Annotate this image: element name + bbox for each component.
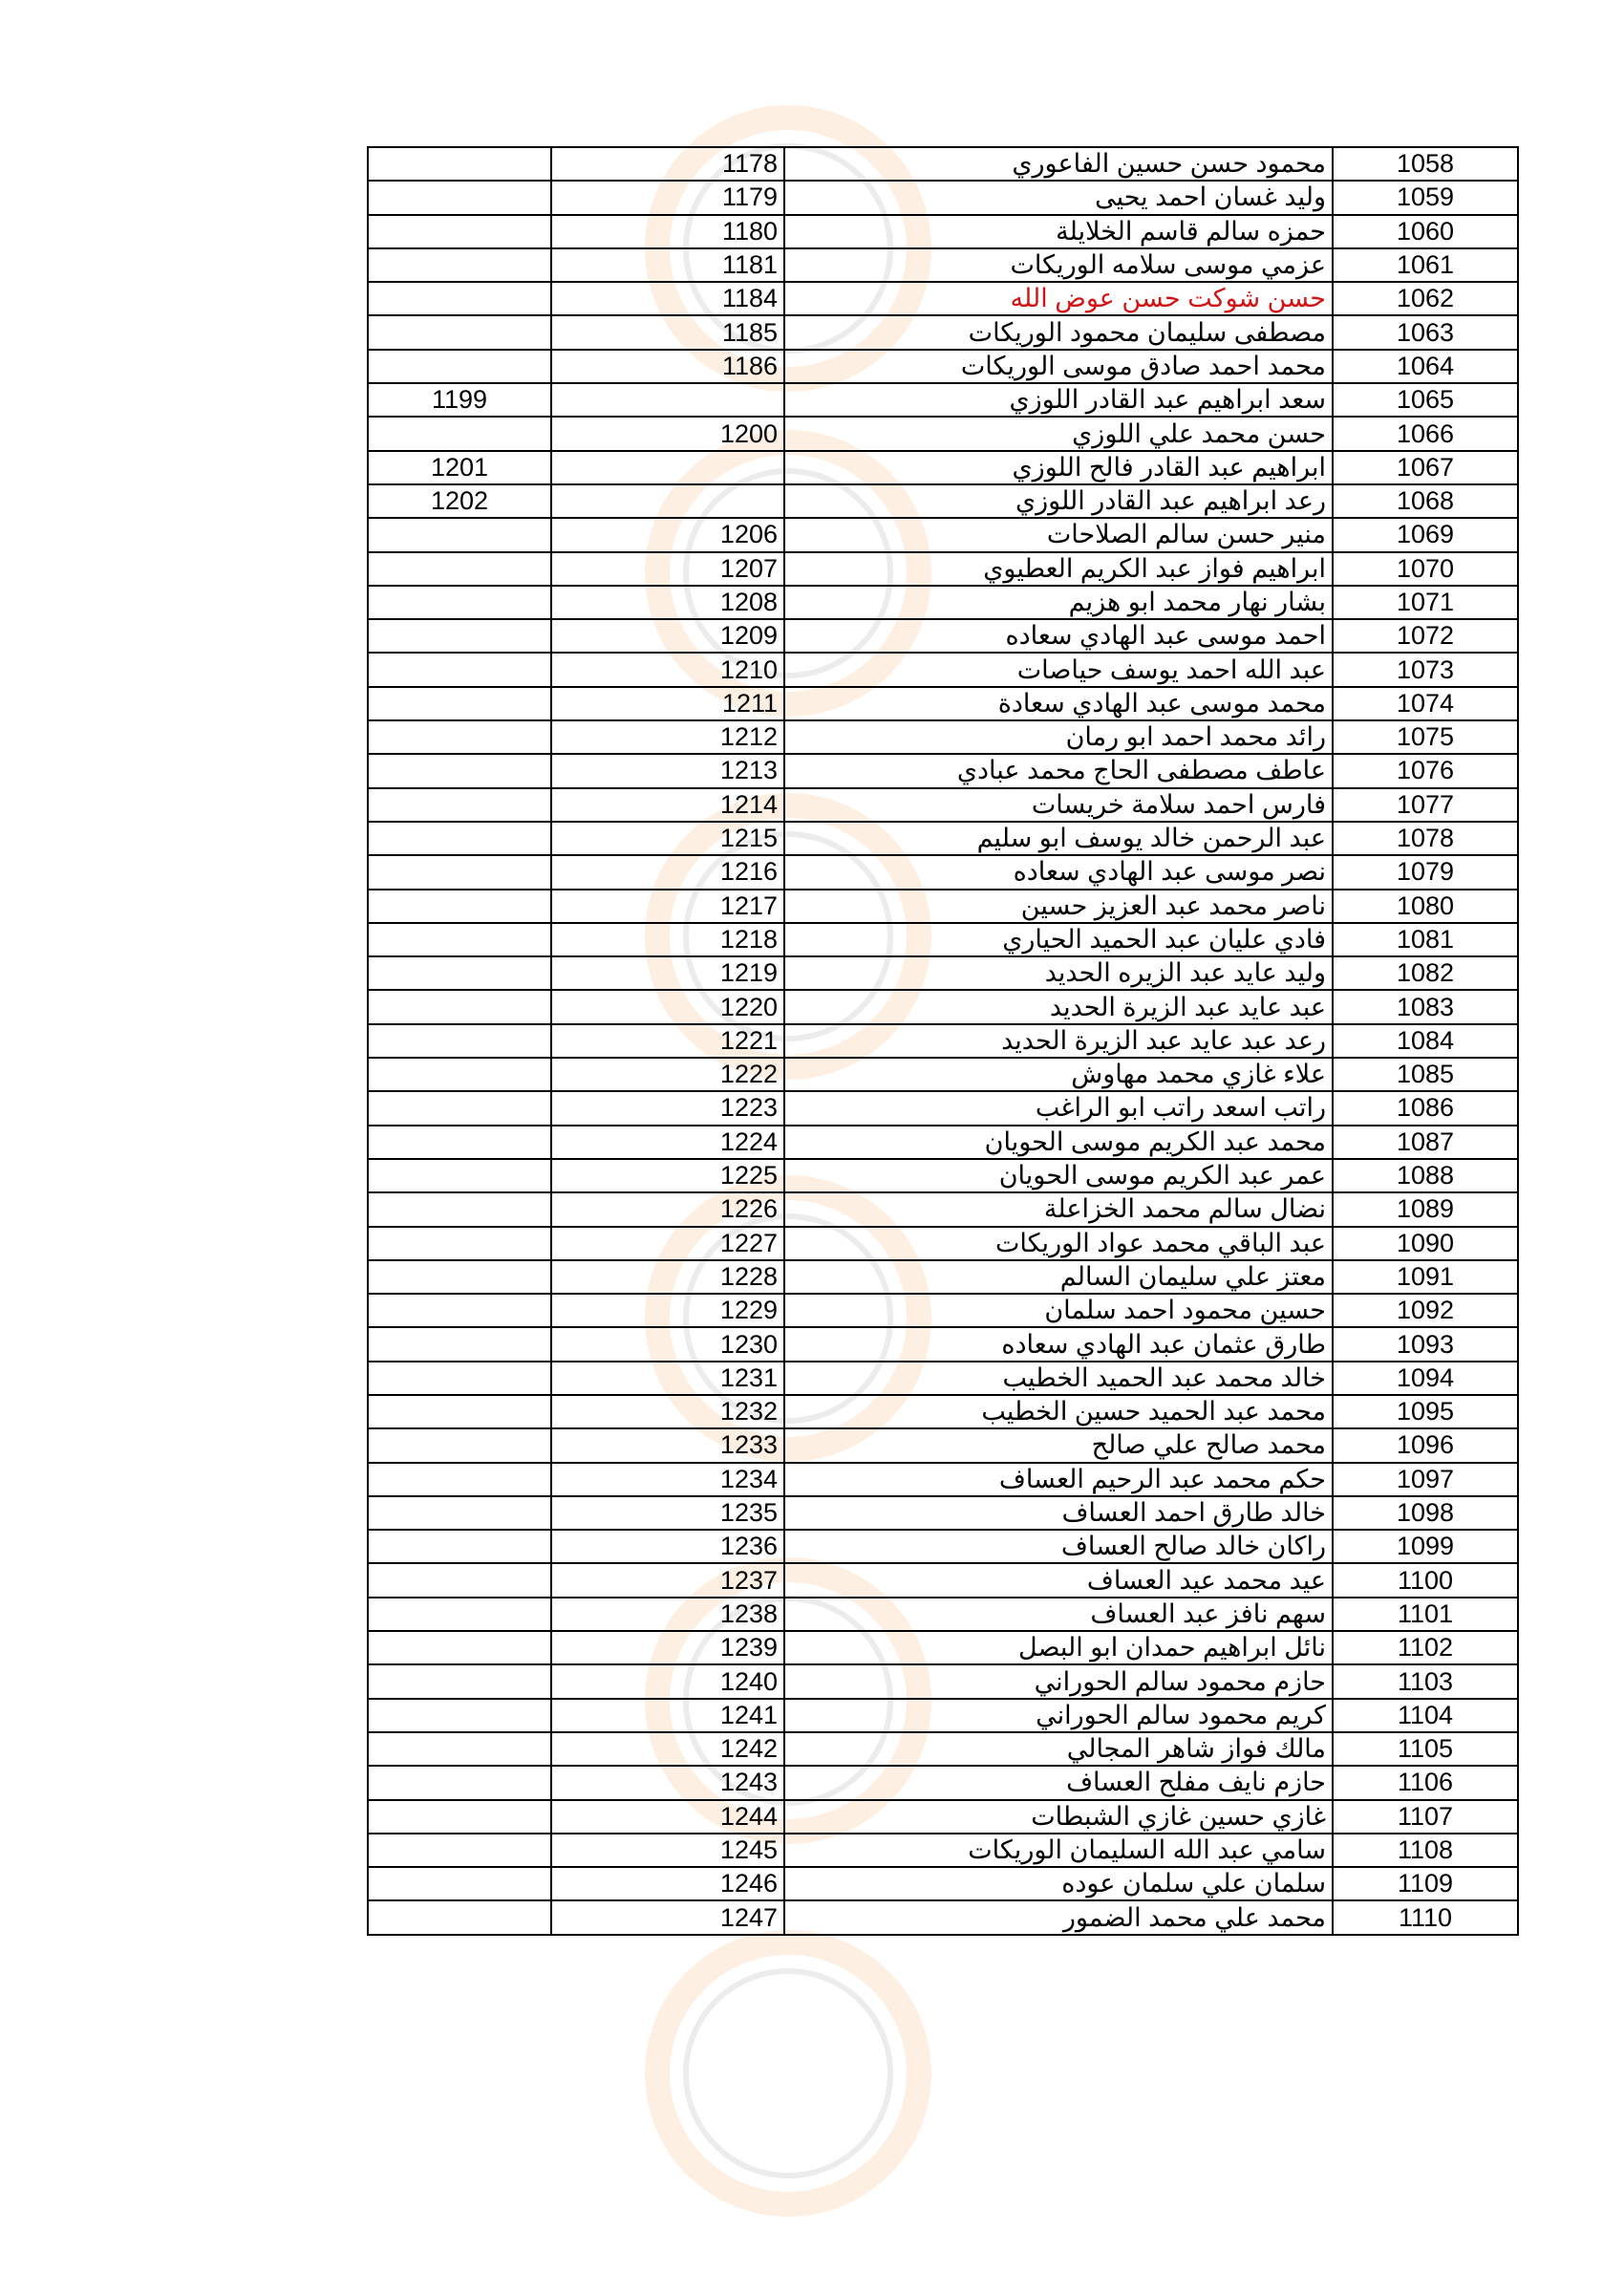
extra-code-cell	[368, 788, 551, 822]
code-cell: 1221	[551, 1024, 784, 1058]
table-row	[368, 1395, 1518, 1428]
watermark-clock-icon	[645, 1930, 931, 2217]
code-cell: 1230	[551, 1327, 784, 1361]
table-row	[368, 451, 1518, 484]
name-cell: راتب اسعد راتب ابو الراغب	[784, 1091, 1333, 1125]
sequence-cell: 1110	[1333, 1900, 1518, 1934]
sequence-cell: 1090	[1333, 1227, 1518, 1260]
table-row	[368, 1800, 1518, 1834]
sequence-cell: 1093	[1333, 1327, 1518, 1361]
name-cell: راكان خالد صالح العساف	[784, 1530, 1333, 1563]
name-cell: محمد عبد الكريم موسى الحويان	[784, 1126, 1333, 1159]
name-cell: حسين محمود احمد سلمان	[784, 1294, 1333, 1327]
sequence-cell: 1069	[1333, 518, 1518, 551]
name-cell: حسن محمد علي اللوزي	[784, 417, 1333, 450]
code-cell: 1232	[551, 1395, 784, 1428]
code-cell: 1210	[551, 653, 784, 686]
extra-code-cell	[368, 1496, 551, 1530]
sequence-cell: 1074	[1333, 687, 1518, 720]
code-cell: 1222	[551, 1058, 784, 1091]
code-cell: 1242	[551, 1732, 784, 1766]
table-row	[368, 788, 1518, 822]
extra-code-cell	[368, 890, 551, 923]
name-cell: ابراهيم فواز عبد الكريم العطيوي	[784, 552, 1333, 586]
sequence-cell: 1098	[1333, 1496, 1518, 1530]
code-cell: 1178	[551, 147, 784, 181]
code-cell: 1185	[551, 315, 784, 349]
table-row	[368, 1024, 1518, 1058]
name-cell: رعد ابراهيم عبد القادر اللوزي	[784, 484, 1333, 518]
name-cell: رعد عبد عايد عبد الزيرة الحديد	[784, 1024, 1333, 1058]
code-cell: 1184	[551, 282, 784, 315]
name-cell: حمزه سالم قاسم الخلايلة	[784, 215, 1333, 248]
name-cell: منير حسن سالم الصلاحات	[784, 518, 1333, 551]
table-row	[368, 754, 1518, 787]
name-cell: نائل ابراهيم حمدان ابو البصل	[784, 1631, 1333, 1664]
name-cell: محمود حسن حسين الفاعوري	[784, 147, 1333, 181]
table-row	[368, 890, 1518, 923]
extra-code-cell	[368, 282, 551, 315]
sequence-cell: 1109	[1333, 1867, 1518, 1900]
name-cell: عبد عايد عبد الزيرة الحديد	[784, 990, 1333, 1023]
extra-code-cell	[368, 1428, 551, 1462]
extra-code-cell	[368, 855, 551, 889]
extra-code-cell	[368, 518, 551, 551]
code-cell	[551, 383, 784, 417]
name-cell: طارق عثمان عبد الهادي سعاده	[784, 1327, 1333, 1361]
table-row	[368, 1294, 1518, 1327]
code-cell: 1226	[551, 1192, 784, 1226]
name-cell: محمد احمد صادق موسى الوريكات	[784, 350, 1333, 383]
code-cell: 1225	[551, 1159, 784, 1192]
table-row	[368, 956, 1518, 990]
name-cell: غازي حسين غازي الشبطات	[784, 1800, 1333, 1834]
sequence-cell: 1076	[1333, 754, 1518, 787]
table-row	[368, 1327, 1518, 1361]
code-cell: 1215	[551, 822, 784, 855]
extra-code-cell	[368, 1867, 551, 1900]
extra-code-cell	[368, 215, 551, 248]
extra-code-cell	[368, 1294, 551, 1327]
code-cell: 1246	[551, 1867, 784, 1900]
code-cell: 1217	[551, 890, 784, 923]
table-row	[368, 315, 1518, 349]
code-cell	[551, 451, 784, 484]
code-cell: 1231	[551, 1362, 784, 1395]
sequence-cell: 1084	[1333, 1024, 1518, 1058]
extra-code-cell	[368, 315, 551, 349]
name-cell: عبد الرحمن خالد يوسف ابو سليم	[784, 822, 1333, 855]
extra-code-cell	[368, 1159, 551, 1192]
code-cell: 1243	[551, 1766, 784, 1799]
table-row	[368, 1227, 1518, 1260]
code-cell: 1233	[551, 1428, 784, 1462]
sequence-cell: 1105	[1333, 1732, 1518, 1766]
table-row	[368, 1496, 1518, 1530]
table-row	[368, 215, 1518, 248]
extra-code-cell	[368, 1463, 551, 1496]
extra-code-cell	[368, 1126, 551, 1159]
sequence-cell: 1095	[1333, 1395, 1518, 1428]
sequence-cell: 1106	[1333, 1766, 1518, 1799]
sequence-cell: 1065	[1333, 383, 1518, 417]
table-row	[368, 1428, 1518, 1462]
extra-code-cell	[368, 248, 551, 282]
table-row	[368, 1631, 1518, 1664]
sequence-cell: 1099	[1333, 1530, 1518, 1563]
sequence-cell: 1104	[1333, 1699, 1518, 1732]
code-cell: 1238	[551, 1598, 784, 1631]
code-cell: 1214	[551, 788, 784, 822]
sequence-cell: 1085	[1333, 1058, 1518, 1091]
sequence-cell: 1067	[1333, 451, 1518, 484]
name-cell: مالك فواز شاهر المجالي	[784, 1732, 1333, 1766]
table-row	[368, 1530, 1518, 1563]
name-cell: خالد محمد عبد الحميد الخطيب	[784, 1362, 1333, 1395]
table-row	[368, 1159, 1518, 1192]
sequence-cell: 1073	[1333, 653, 1518, 686]
extra-code-cell	[368, 1598, 551, 1631]
code-cell: 1229	[551, 1294, 784, 1327]
name-cell: معتز علي سليمان السالم	[784, 1260, 1333, 1294]
name-cell: محمد صالح علي صالح	[784, 1428, 1333, 1462]
code-cell: 1241	[551, 1699, 784, 1732]
table-row	[368, 1192, 1518, 1226]
code-cell: 1224	[551, 1126, 784, 1159]
code-cell: 1211	[551, 687, 784, 720]
sequence-cell: 1086	[1333, 1091, 1518, 1125]
name-cell: ناصر محمد عبد العزيز حسين	[784, 890, 1333, 923]
table-row	[368, 1867, 1518, 1900]
code-cell: 1220	[551, 990, 784, 1023]
code-cell: 1200	[551, 417, 784, 450]
extra-code-cell	[368, 586, 551, 619]
name-cell: نصر موسى عبد الهادي سعاده	[784, 855, 1333, 889]
extra-code-cell	[368, 1192, 551, 1226]
sequence-cell: 1075	[1333, 720, 1518, 754]
sequence-cell: 1103	[1333, 1664, 1518, 1698]
sequence-cell: 1078	[1333, 822, 1518, 855]
table-row	[368, 1463, 1518, 1496]
extra-code-cell	[368, 1834, 551, 1867]
extra-code-cell	[368, 687, 551, 720]
extra-code-cell: 1202	[368, 484, 551, 518]
extra-code-cell	[368, 1091, 551, 1125]
table-row	[368, 990, 1518, 1023]
sequence-cell: 1100	[1333, 1563, 1518, 1597]
table-row	[368, 1732, 1518, 1766]
table-row	[368, 1058, 1518, 1091]
name-cell: وليد غسان احمد يحيى	[784, 181, 1333, 214]
table-row	[368, 518, 1518, 551]
extra-code-cell	[368, 1800, 551, 1834]
extra-code-cell: 1201	[368, 451, 551, 484]
sequence-cell: 1071	[1333, 586, 1518, 619]
sequence-cell: 1081	[1333, 923, 1518, 956]
extra-code-cell	[368, 923, 551, 956]
extra-code-cell	[368, 1362, 551, 1395]
sequence-cell: 1062	[1333, 282, 1518, 315]
table-row	[368, 1362, 1518, 1395]
sequence-cell: 1066	[1333, 417, 1518, 450]
name-cell: رائد محمد احمد ابو رمان	[784, 720, 1333, 754]
code-cell: 1227	[551, 1227, 784, 1260]
table-row	[368, 383, 1518, 417]
code-cell: 1239	[551, 1631, 784, 1664]
name-cell: علاء غازي محمد مهاوش	[784, 1058, 1333, 1091]
sequence-cell: 1079	[1333, 855, 1518, 889]
code-cell: 1209	[551, 619, 784, 653]
table-row	[368, 282, 1518, 315]
extra-code-cell	[368, 1732, 551, 1766]
sequence-cell: 1089	[1333, 1192, 1518, 1226]
code-cell: 1219	[551, 956, 784, 990]
extra-code-cell	[368, 653, 551, 686]
code-cell: 1213	[551, 754, 784, 787]
name-cell: حكم محمد عبد الرحيم العساف	[784, 1463, 1333, 1496]
watermark-logo	[516, 1930, 927, 2274]
name-cell: احمد موسى عبد الهادي سعاده	[784, 619, 1333, 653]
table-row	[368, 484, 1518, 518]
sequence-cell: 1091	[1333, 1260, 1518, 1294]
name-cell: عزمي موسى سلامه الوريكات	[784, 248, 1333, 282]
table-row	[368, 1598, 1518, 1631]
sequence-cell: 1087	[1333, 1126, 1518, 1159]
name-cell: محمد عبد الحميد حسين الخطيب	[784, 1395, 1333, 1428]
name-cell: سامي عبد الله السليمان الوريكات	[784, 1834, 1333, 1867]
name-cell: عبد الباقي محمد عواد الوريكات	[784, 1227, 1333, 1260]
code-cell: 1180	[551, 215, 784, 248]
sequence-cell: 1088	[1333, 1159, 1518, 1192]
extra-code-cell	[368, 147, 551, 181]
table-row	[368, 181, 1518, 214]
extra-code-cell	[368, 1327, 551, 1361]
sequence-cell: 1080	[1333, 890, 1518, 923]
code-cell: 1240	[551, 1664, 784, 1698]
table-row	[368, 687, 1518, 720]
sequence-cell: 1070	[1333, 552, 1518, 586]
sequence-cell: 1107	[1333, 1800, 1518, 1834]
code-cell: 1237	[551, 1563, 784, 1597]
name-cell: وليد عايد عبد الزيره الحديد	[784, 956, 1333, 990]
table-row	[368, 1766, 1518, 1799]
name-cell: مصطفى سليمان محمود الوريكات	[784, 315, 1333, 349]
extra-code-cell	[368, 1058, 551, 1091]
code-cell: 1208	[551, 586, 784, 619]
table-row	[368, 1563, 1518, 1597]
sequence-cell: 1063	[1333, 315, 1518, 349]
table-row	[368, 350, 1518, 383]
extra-code-cell	[368, 754, 551, 787]
name-cell: محمد موسى عبد الهادي سعادة	[784, 687, 1333, 720]
extra-code-cell	[368, 1024, 551, 1058]
name-cell: سلمان علي سلمان عوده	[784, 1867, 1333, 1900]
code-cell: 1244	[551, 1800, 784, 1834]
table-row	[368, 1834, 1518, 1867]
extra-code-cell: 1199	[368, 383, 551, 417]
code-cell: 1218	[551, 923, 784, 956]
extra-code-cell	[368, 1260, 551, 1294]
code-cell: 1228	[551, 1260, 784, 1294]
name-cell: حازم محمود سالم الحوراني	[784, 1664, 1333, 1698]
sequence-cell: 1101	[1333, 1598, 1518, 1631]
sequence-cell: 1092	[1333, 1294, 1518, 1327]
name-cell: سعد ابراهيم عبد القادر اللوزي	[784, 383, 1333, 417]
extra-code-cell	[368, 956, 551, 990]
code-cell: 1206	[551, 518, 784, 551]
code-cell: 1247	[551, 1900, 784, 1934]
sequence-cell: 1077	[1333, 788, 1518, 822]
sequence-cell: 1061	[1333, 248, 1518, 282]
name-cell: حازم نايف مفلح العساف	[784, 1766, 1333, 1799]
sequence-cell: 1082	[1333, 956, 1518, 990]
code-cell: 1216	[551, 855, 784, 889]
name-cell: فادي عليان عبد الحميد الحياري	[784, 923, 1333, 956]
code-cell: 1235	[551, 1496, 784, 1530]
code-cell: 1234	[551, 1463, 784, 1496]
extra-code-cell	[368, 181, 551, 214]
name-cell: عبد الله احمد يوسف حياصات	[784, 653, 1333, 686]
extra-code-cell	[368, 619, 551, 653]
name-cell: بشار نهار محمد ابو هزيم	[784, 586, 1333, 619]
name-cell: فارس احمد سلامة خريسات	[784, 788, 1333, 822]
table-row	[368, 248, 1518, 282]
extra-code-cell	[368, 1563, 551, 1597]
sequence-cell: 1059	[1333, 181, 1518, 214]
code-cell: 1236	[551, 1530, 784, 1563]
table-row	[368, 417, 1518, 450]
extra-code-cell	[368, 417, 551, 450]
table-row	[368, 653, 1518, 686]
table-row	[368, 1260, 1518, 1294]
code-cell	[551, 484, 784, 518]
table-row	[368, 619, 1518, 653]
sequence-cell: 1108	[1333, 1834, 1518, 1867]
code-cell: 1212	[551, 720, 784, 754]
code-cell: 1207	[551, 552, 784, 586]
table-row	[368, 1664, 1518, 1698]
name-cell: خالد طارق احمد العساف	[784, 1496, 1333, 1530]
table-row	[368, 1126, 1518, 1159]
name-cell: نضال سالم محمد الخزاعلة	[784, 1192, 1333, 1226]
table-row	[368, 720, 1518, 754]
sequence-cell: 1094	[1333, 1362, 1518, 1395]
code-cell: 1186	[551, 350, 784, 383]
sequence-cell: 1096	[1333, 1428, 1518, 1462]
name-cell: عيد محمد عيد العساف	[784, 1563, 1333, 1597]
code-cell: 1181	[551, 248, 784, 282]
extra-code-cell	[368, 1631, 551, 1664]
name-cell: حسن شوكت حسن عوض الله	[784, 282, 1333, 315]
code-cell: 1245	[551, 1834, 784, 1867]
table-row	[368, 552, 1518, 586]
extra-code-cell	[368, 1530, 551, 1563]
sequence-cell: 1060	[1333, 215, 1518, 248]
sequence-cell: 1068	[1333, 484, 1518, 518]
sequence-cell: 1072	[1333, 619, 1518, 653]
extra-code-cell	[368, 1900, 551, 1934]
sequence-cell: 1064	[1333, 350, 1518, 383]
extra-code-cell	[368, 552, 551, 586]
names-table	[367, 146, 1519, 1936]
table-row	[368, 822, 1518, 855]
extra-code-cell	[368, 1664, 551, 1698]
name-cell: ابراهيم عبد القادر فالح اللوزي	[784, 451, 1333, 484]
extra-code-cell	[368, 720, 551, 754]
table-row	[368, 1900, 1518, 1934]
table-row	[368, 1699, 1518, 1732]
extra-code-cell	[368, 1395, 551, 1428]
sequence-cell: 1083	[1333, 990, 1518, 1023]
extra-code-cell	[368, 350, 551, 383]
code-cell: 1223	[551, 1091, 784, 1125]
sequence-cell: 1102	[1333, 1631, 1518, 1664]
name-cell: سهم نافز عبد العساف	[784, 1598, 1333, 1631]
table-row	[368, 1091, 1518, 1125]
code-cell: 1179	[551, 181, 784, 214]
sequence-cell: 1097	[1333, 1463, 1518, 1496]
name-cell: محمد علي محمد الضمور	[784, 1900, 1333, 1934]
extra-code-cell	[368, 990, 551, 1023]
table-row	[368, 855, 1518, 889]
name-cell: كريم محمود سالم الحوراني	[784, 1699, 1333, 1732]
table-row	[368, 147, 1518, 181]
sequence-cell: 1058	[1333, 147, 1518, 181]
table-row	[368, 586, 1518, 619]
table-row	[368, 923, 1518, 956]
names-table-body	[368, 147, 1518, 1935]
extra-code-cell	[368, 1766, 551, 1799]
extra-code-cell	[368, 822, 551, 855]
name-cell: عاطف مصطفى الحاج محمد عبادي	[784, 754, 1333, 787]
extra-code-cell	[368, 1227, 551, 1260]
name-cell: عمر عبد الكريم موسى الحويان	[784, 1159, 1333, 1192]
extra-code-cell	[368, 1699, 551, 1732]
